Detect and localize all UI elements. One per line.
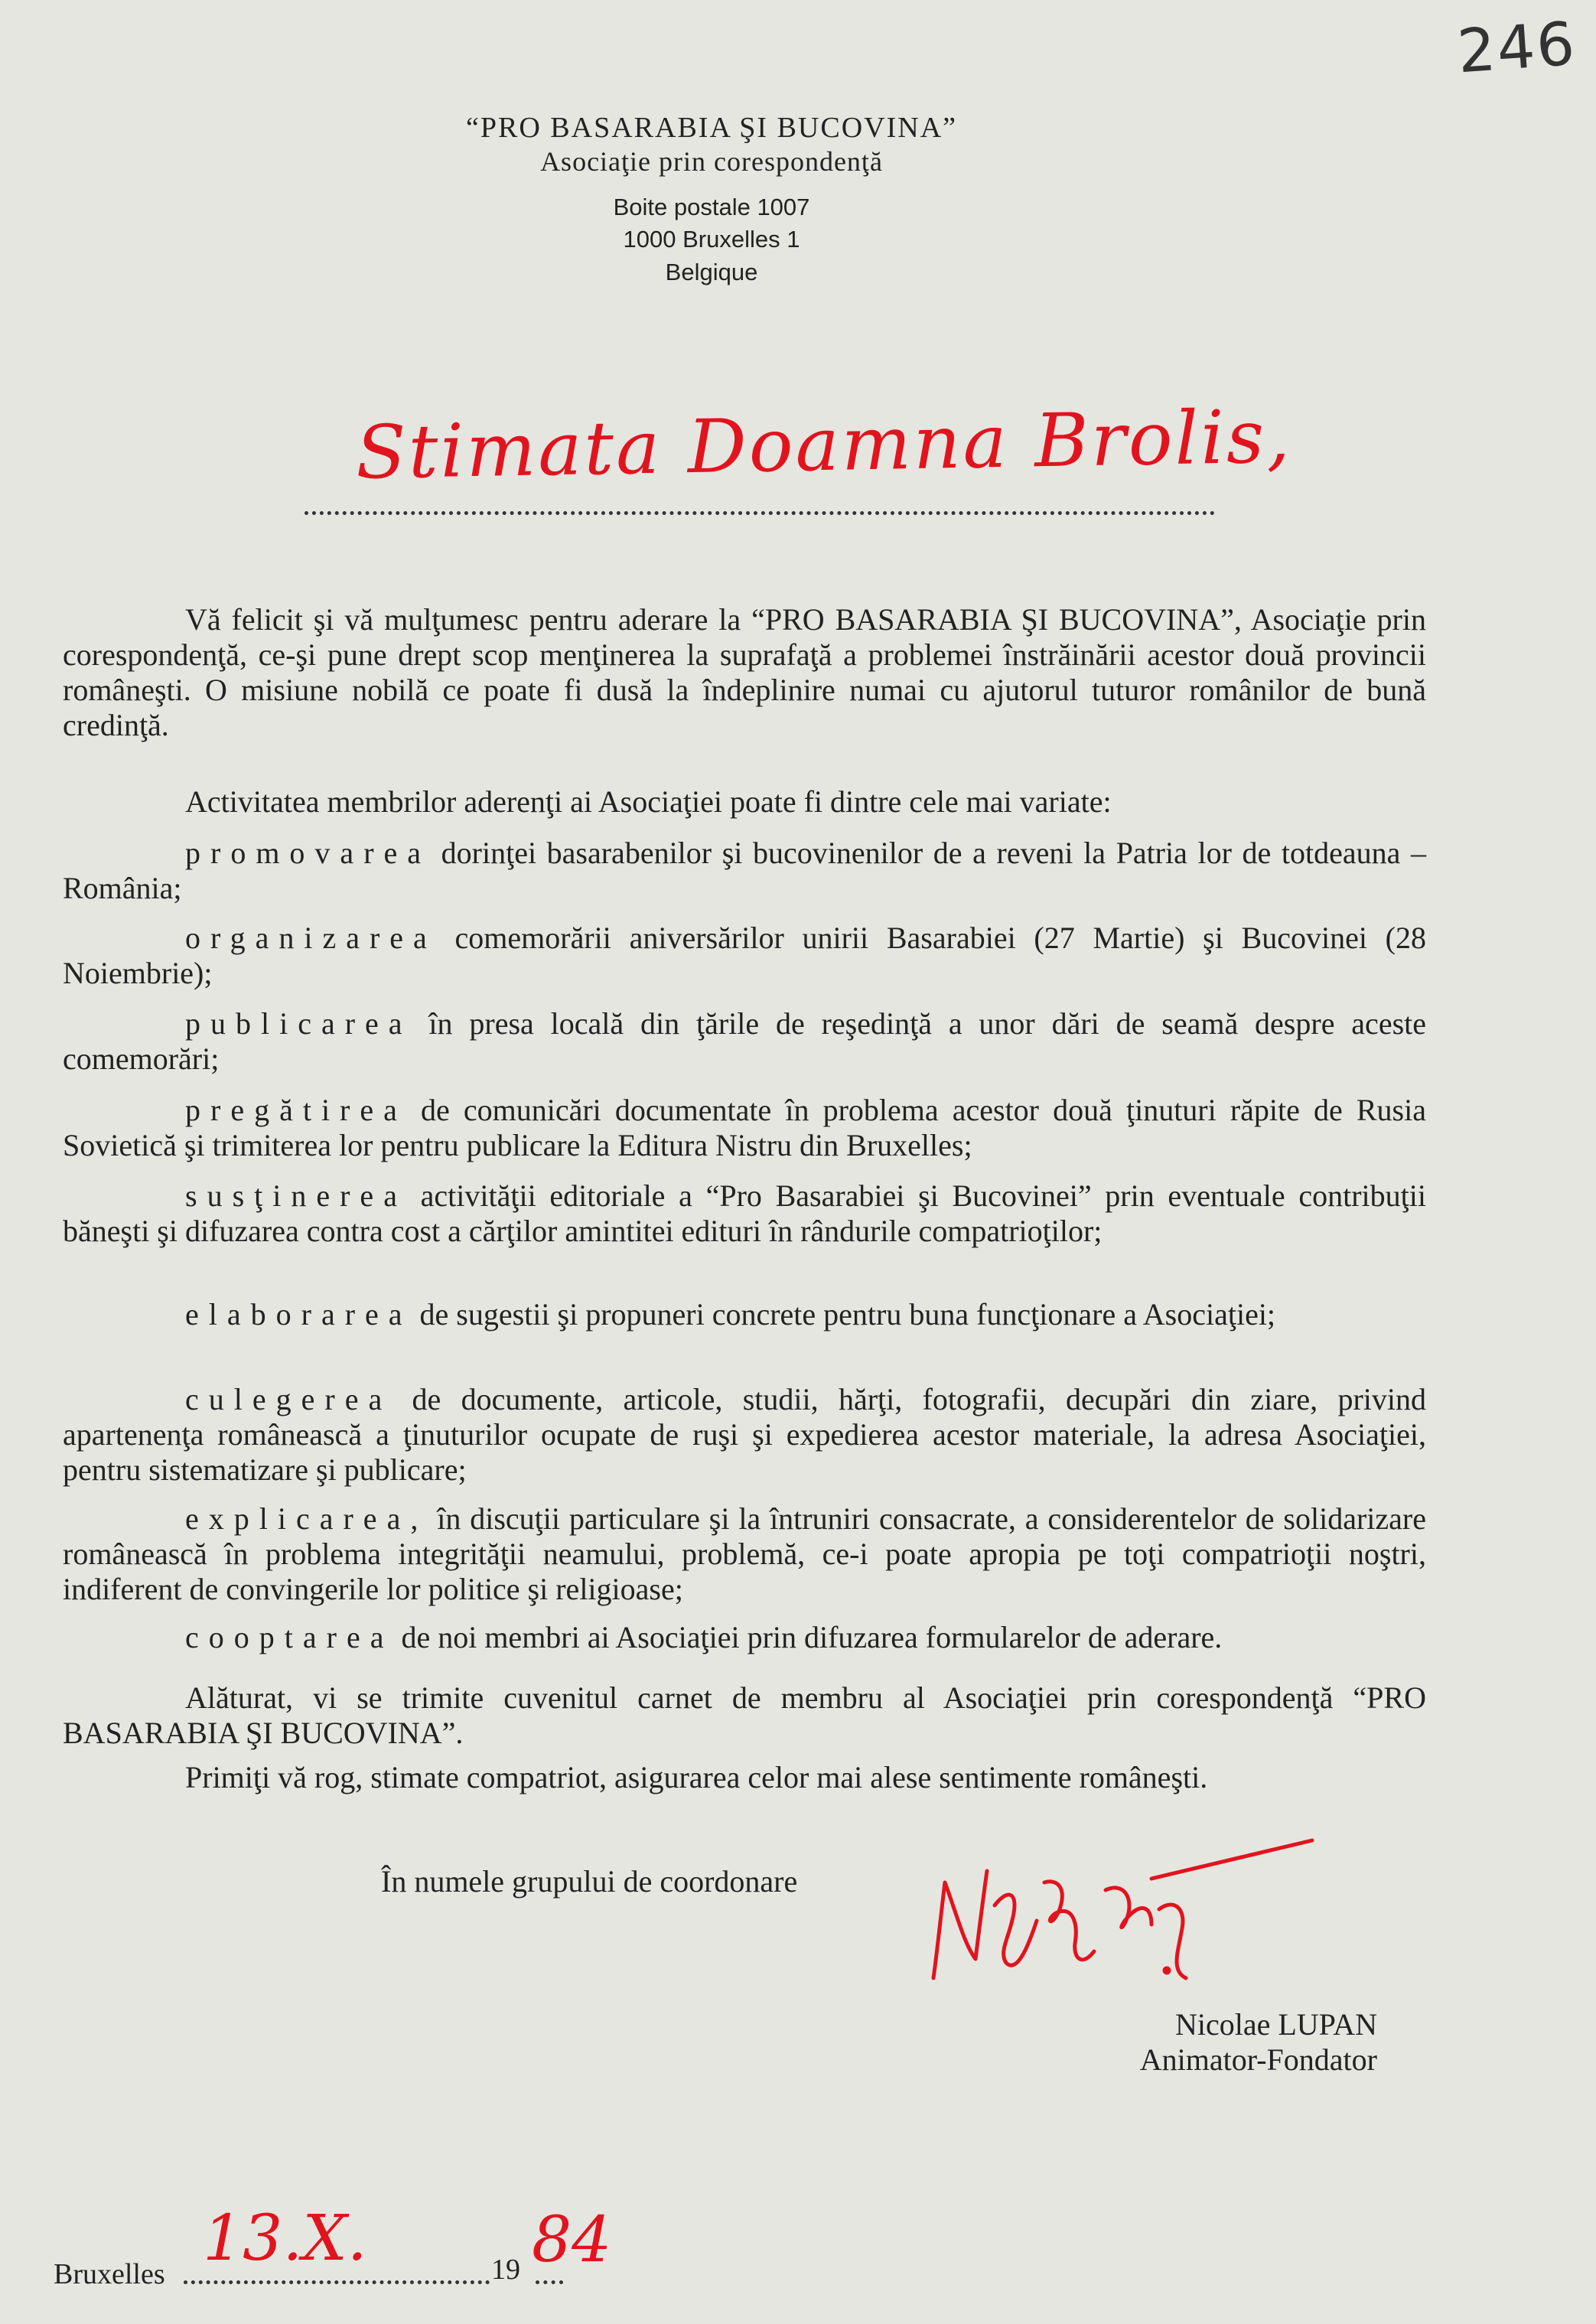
activity-item [63, 1297, 1426, 1332]
activity-item [63, 1501, 1426, 1607]
activity-item [63, 1620, 1426, 1655]
activity-lead: publicarea [185, 1006, 412, 1041]
activity-item [63, 1093, 1426, 1163]
activities-intro: Activitatea membrilor aderenţi ai Asociaţiei poate fi dintre cele mai variate: [185, 784, 1112, 819]
page-number: 246 [1455, 9, 1578, 87]
activity-lead: culegerea [185, 1382, 392, 1416]
activity-text: de documente, articole, studii, hărţi, fotografii, decupări din ziare, privind apartenenţa românească a ţinuturilor ocupate de ruşi şi expedierea acestor materiale, la adresa Asociaţiei, pentru sistematizare şi publicare; [63, 1382, 1427, 1487]
address-line-1: Boite postale 1007 [613, 194, 810, 220]
handwritten-salutation: Stimata Doamna Brolis, [355, 393, 1293, 496]
activity-text: în discuţii particulare şi la întruniri consacrate, a considerentelor de solidarizare românească în problema integrităţii neamului, problemă, ce-i poate apropia pe toţi compatrioţii noştri, indiferent de convingerile lor politice şi religioase; [63, 1501, 1426, 1606]
activity-lead: elaborarea [185, 1297, 412, 1331]
handwritten-signature [922, 1837, 1320, 1997]
year-prefix: 19 [491, 2254, 520, 2286]
activity-lead: pregătirea [185, 1093, 407, 1127]
footer-place: Bruxelles [54, 2258, 165, 2290]
enclosure-paragraph: Alăturat, vi se trimite cuvenitul carnet de membru al Asociaţiei prin corespondenţă “PRO BASARABIA ŞI BUCOVINA”. [63, 1680, 1426, 1750]
activity-item [63, 836, 1426, 906]
signer-title: Animator-Fondator [1139, 2042, 1377, 2077]
activity-item [63, 921, 1426, 991]
activity-lead: promovarea [185, 836, 432, 870]
activity-text: dorinţei basarabenilor şi bucovinenilor de a reveni la Patria lor de totdeauna – România; [63, 836, 1427, 905]
salutation-dotted-line [305, 511, 1215, 515]
activity-item [63, 1006, 1426, 1077]
address-line-2: 1000 Bruxelles 1 [623, 226, 800, 253]
activity-lead: explicarea, [185, 1501, 428, 1536]
org-subtitle: Asociaţie prin corespondenţă [540, 146, 883, 177]
activity-lead: organizarea [185, 921, 437, 955]
org-name: “PRO BASARABIA ŞI BUCOVINA” [466, 112, 957, 144]
activity-text: în presa locală din ţările de reşedinţă a unor dări de seamă despre aceste comemorări; [63, 1006, 1427, 1076]
activity-text: de noi membri ai Asociaţiei prin difuzarea formularelor de aderare. [401, 1620, 1223, 1654]
handwritten-date: 13.X. [203, 2202, 367, 2275]
handwritten-year: 84 [532, 2204, 612, 2277]
address-line-3: Belgique [665, 259, 758, 285]
activity-lead: susţinerea [185, 1178, 407, 1213]
signature-label: În numele grupului de coordonare [381, 1864, 798, 1899]
activity-text: activităţii editoriale a “Pro Basarabiei şi Bucovinei” prin eventuale contribuţii băneşti şi difuzarea contra cost a cărţilor amintitei edituri în rândurile compatrioţilor; [63, 1178, 1427, 1248]
signer-name: Nicolae LUPAN [1174, 2007, 1377, 2042]
activity-item [63, 1178, 1426, 1249]
activity-text: de comunicări documentate în problema acestor două ţinuturi răpite de Rusia Sovietică şi trimiterea lor pentru publicare la Editura Nistru din Bruxelles; [63, 1093, 1426, 1162]
activity-item [63, 1382, 1426, 1488]
activity-lead: cooptarea [185, 1620, 394, 1654]
closing-paragraph: Primiţi vă rog, stimate compatriot, asigurarea celor mai alese sentimente româneşti. [185, 1760, 1208, 1794]
activity-text: de sugestii şi propuneri concrete pentru buna funcţionare a Asociaţiei; [419, 1297, 1276, 1331]
date-dotted-line [184, 2280, 490, 2284]
intro-paragraph: Vă felicit şi vă mulţumesc pentru aderare la “PRO BASARABIA ŞI BUCOVINA”, Asociaţie prin corespondenţă, ce-şi pune drept scop menţinerea la suprafaţă a problemei înstrăinării acestor două provincii româneşti. O misiune nobilă ce poate fi dusă la îndeplinire numai cu ajutorul tuturor românilor de bună credinţă. [63, 602, 1426, 742]
year-dotted-line [536, 2280, 563, 2284]
activity-text: comemorării aniversărilor unirii Basarabiei (27 Martie) şi Bucovinei (28 Noiembrie); [63, 921, 1426, 990]
